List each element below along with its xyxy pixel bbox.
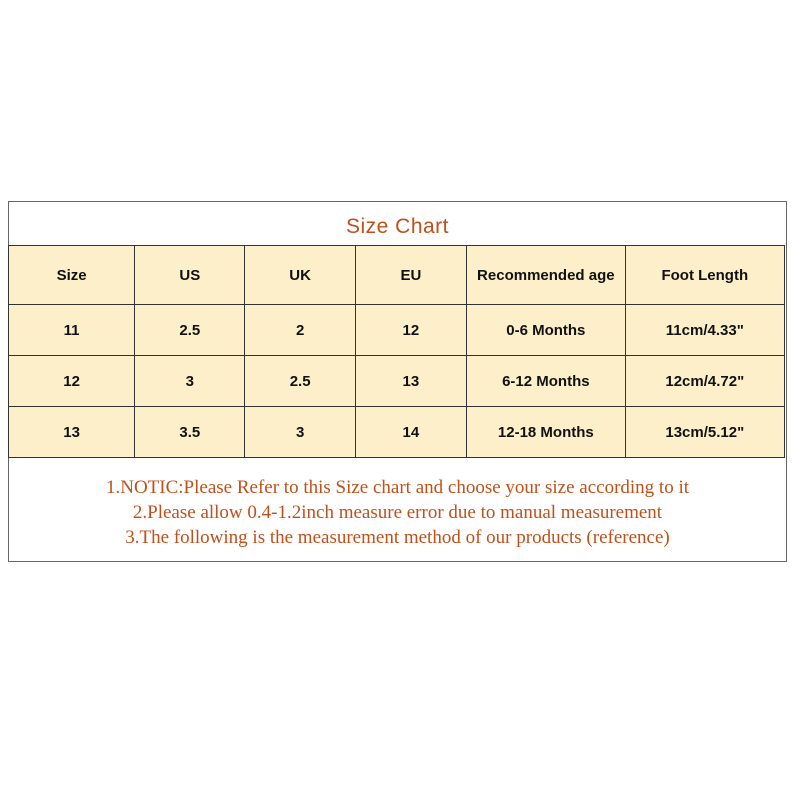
table-row	[9, 407, 785, 458]
cell: 12-18 Months	[467, 407, 626, 458]
size-chart	[8, 201, 787, 562]
cell: 13	[9, 407, 135, 458]
cell: 13cm/5.12"	[625, 407, 784, 458]
cell: 2	[245, 305, 355, 356]
cell: 14	[355, 407, 466, 458]
header-cell: Foot Length	[625, 246, 784, 305]
header-cell: Size	[9, 246, 135, 305]
size-table	[8, 245, 785, 458]
cell: 3.5	[135, 407, 245, 458]
header-cell: Recommended age	[467, 246, 626, 305]
cell: 12	[9, 356, 135, 407]
note-3: 3.The following is the measurement method of our products (reference)	[125, 527, 670, 548]
notes	[9, 468, 786, 550]
cell: 2.5	[245, 356, 355, 407]
note-2: 2.Please allow 0.4-1.2inch measure error due to manual measurement	[132, 502, 663, 523]
table-row	[9, 305, 785, 356]
header-row	[9, 246, 785, 305]
cell: 0-6 Months	[467, 305, 626, 356]
chart-title: Size Chart	[345, 215, 450, 238]
cell: 2.5	[135, 305, 245, 356]
cell: 6-12 Months	[467, 356, 626, 407]
header-cell: EU	[355, 246, 466, 305]
note-1: 1.NOTIC:Please Refer to this Size chart and choose your size according to it	[105, 477, 690, 498]
header-cell: UK	[245, 246, 355, 305]
table-row	[9, 356, 785, 407]
cell: 13	[355, 356, 466, 407]
cell: 12cm/4.72"	[625, 356, 784, 407]
cell: 11cm/4.33"	[625, 305, 784, 356]
cell: 11	[9, 305, 135, 356]
header-cell: US	[135, 246, 245, 305]
cell: 3	[245, 407, 355, 458]
cell: 12	[355, 305, 466, 356]
cell: 3	[135, 356, 245, 407]
